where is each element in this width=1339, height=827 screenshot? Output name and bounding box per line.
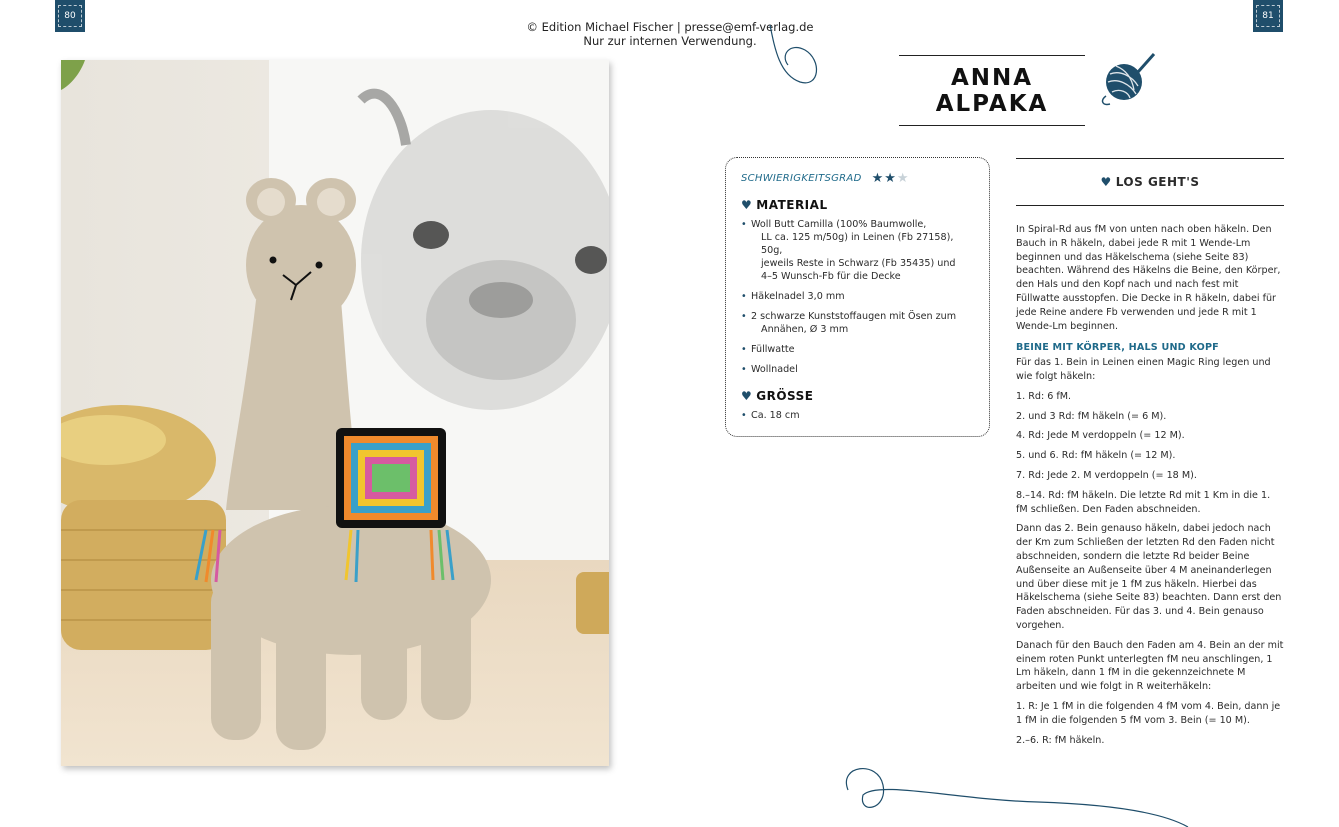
size-value: • Ca. 18 cm — [741, 409, 974, 422]
difficulty-label: SCHWIERIGKEITSGRAD — [741, 173, 862, 184]
page-number-right: 81 — [1253, 0, 1283, 32]
alpaca-photo-illustration — [61, 60, 609, 766]
material-list — [741, 218, 974, 376]
difficulty-rating — [741, 172, 974, 185]
heart-icon: ♥ — [1100, 175, 1112, 189]
round-step: 7. Rd: Jede 2. M verdoppeln (= 18 M). — [1016, 469, 1197, 481]
title-rule-bottom — [899, 125, 1085, 126]
instructions-heading: ♥ LOS GEHT'S — [1016, 158, 1284, 206]
round-step: 2. und 3 Rd: fM häkeln (= 6 M). — [1016, 410, 1167, 422]
material-heading: ♥ MATERIAL — [741, 198, 828, 212]
heart-icon: ♥ — [741, 389, 753, 403]
yarn-ball-icon — [1098, 52, 1158, 108]
material-item: • Wollnadel — [741, 363, 974, 376]
page-number-left: 80 — [55, 0, 85, 32]
round-step: 5. und 6. Rd: fM häkeln (= 12 M). — [1016, 450, 1176, 462]
instructions-body — [1016, 223, 1284, 753]
instructions-subheading: BEINE MIT KÖRPER, HALS UND KOPF — [1016, 342, 1219, 354]
star-rating-icon: ★★★ — [871, 171, 910, 186]
copyright-line-2: Nur zur internen Verwendung. — [583, 34, 757, 48]
material-item: • Häkelnadel 3,0 mm — [741, 290, 974, 303]
pattern-title-block — [899, 55, 1085, 126]
pattern-title: ANNA ALPAKA — [935, 65, 1049, 117]
round-step: 1. Rd: 6 fM. — [1016, 390, 1072, 402]
row-step: 1. R: Je 1 fM in die folgenden 4 fM vom 4. Bein, dann je 1 fM in die folgenden 5 fM vom 3. Bein (= 10 M). — [1016, 700, 1281, 726]
alpaca-photo — [61, 60, 609, 766]
instructions-paragraph: Für das 1. Bein in Leinen einen Magic Ring legen und wie folgt häkeln: — [1016, 357, 1271, 382]
size-heading: ♥ GRÖSSE — [741, 389, 814, 403]
instructions-intro: In Spiral-Rd aus fM von unten nach oben häkeln. Den Bauch in R häkeln, dabei jede R mit 1 Wende-Lm beginnen und das Häkelschema (siehe Seite 83) beachten. Während des Häkelns die Beine, den Körper, den Hals und den Kopf nach und nach fest mit Füllwatte ausstopfen. Die Decke in R häkeln, dabei für jede Reine andere Fb verwenden und jede R mit 1 Wende-Lm beginnen. — [1016, 224, 1281, 332]
thread-swirl-top — [760, 20, 830, 90]
material-item: • 2 schwarze Kunststoffaugen mit Ösen zum Annähen, Ø 3 mm — [741, 310, 974, 336]
instructions-paragraph: Dann das 2. Bein genauso häkeln, dabei jedoch nach der Km zum Schließen der letzten Rd den Faden nicht abschneiden, sondern die letzte Rd beider Beine Außenseite an Außenseite über 4 M aneinanderlegen und über diese mit je 1 fM zus häkeln. Hierbei das Häkelschema (siehe Seite 83) beachten. Dann erst den Faden abschneiden. Für das 3. und 4. Bein genauso vorgehen. — [1016, 523, 1282, 631]
material-box — [725, 157, 990, 437]
heart-icon: ♥ — [741, 198, 753, 212]
instructions-paragraph: Danach für den Bauch den Faden am 4. Bein an der mit einem roten Punkt unterlegten fM neu anschlingen, 1 Lm häkeln, dann 1 fM in die gekennzeichnete M arbeiten und wie folgt in R weiterhäkeln: — [1016, 639, 1284, 693]
copyright-line-1: © Edition Michael Fischer | presse@emf-verlag.de — [526, 20, 814, 34]
material-item: • Woll Butt Camilla (100% Baumwolle, LL ca. 125 m/50g) in Leinen (Fb 27158), 50g, jeweils Reste in Schwarz (Fb 35435) und 4–5 Wunsch-Fb für die Decke — [741, 218, 974, 283]
row-step: 2.–6. R: fM häkeln. — [1016, 734, 1105, 746]
material-item: • Füllwatte — [741, 343, 974, 356]
round-step: 4. Rd: Jede M verdoppeln (= 12 M). — [1016, 430, 1185, 442]
thread-swirl-bottom — [838, 760, 1198, 827]
round-step: 8.–14. Rd: fM häkeln. Die letzte Rd mit 1 Km in die 1. fM schließen. Den Faden abschneiden. — [1016, 489, 1271, 515]
